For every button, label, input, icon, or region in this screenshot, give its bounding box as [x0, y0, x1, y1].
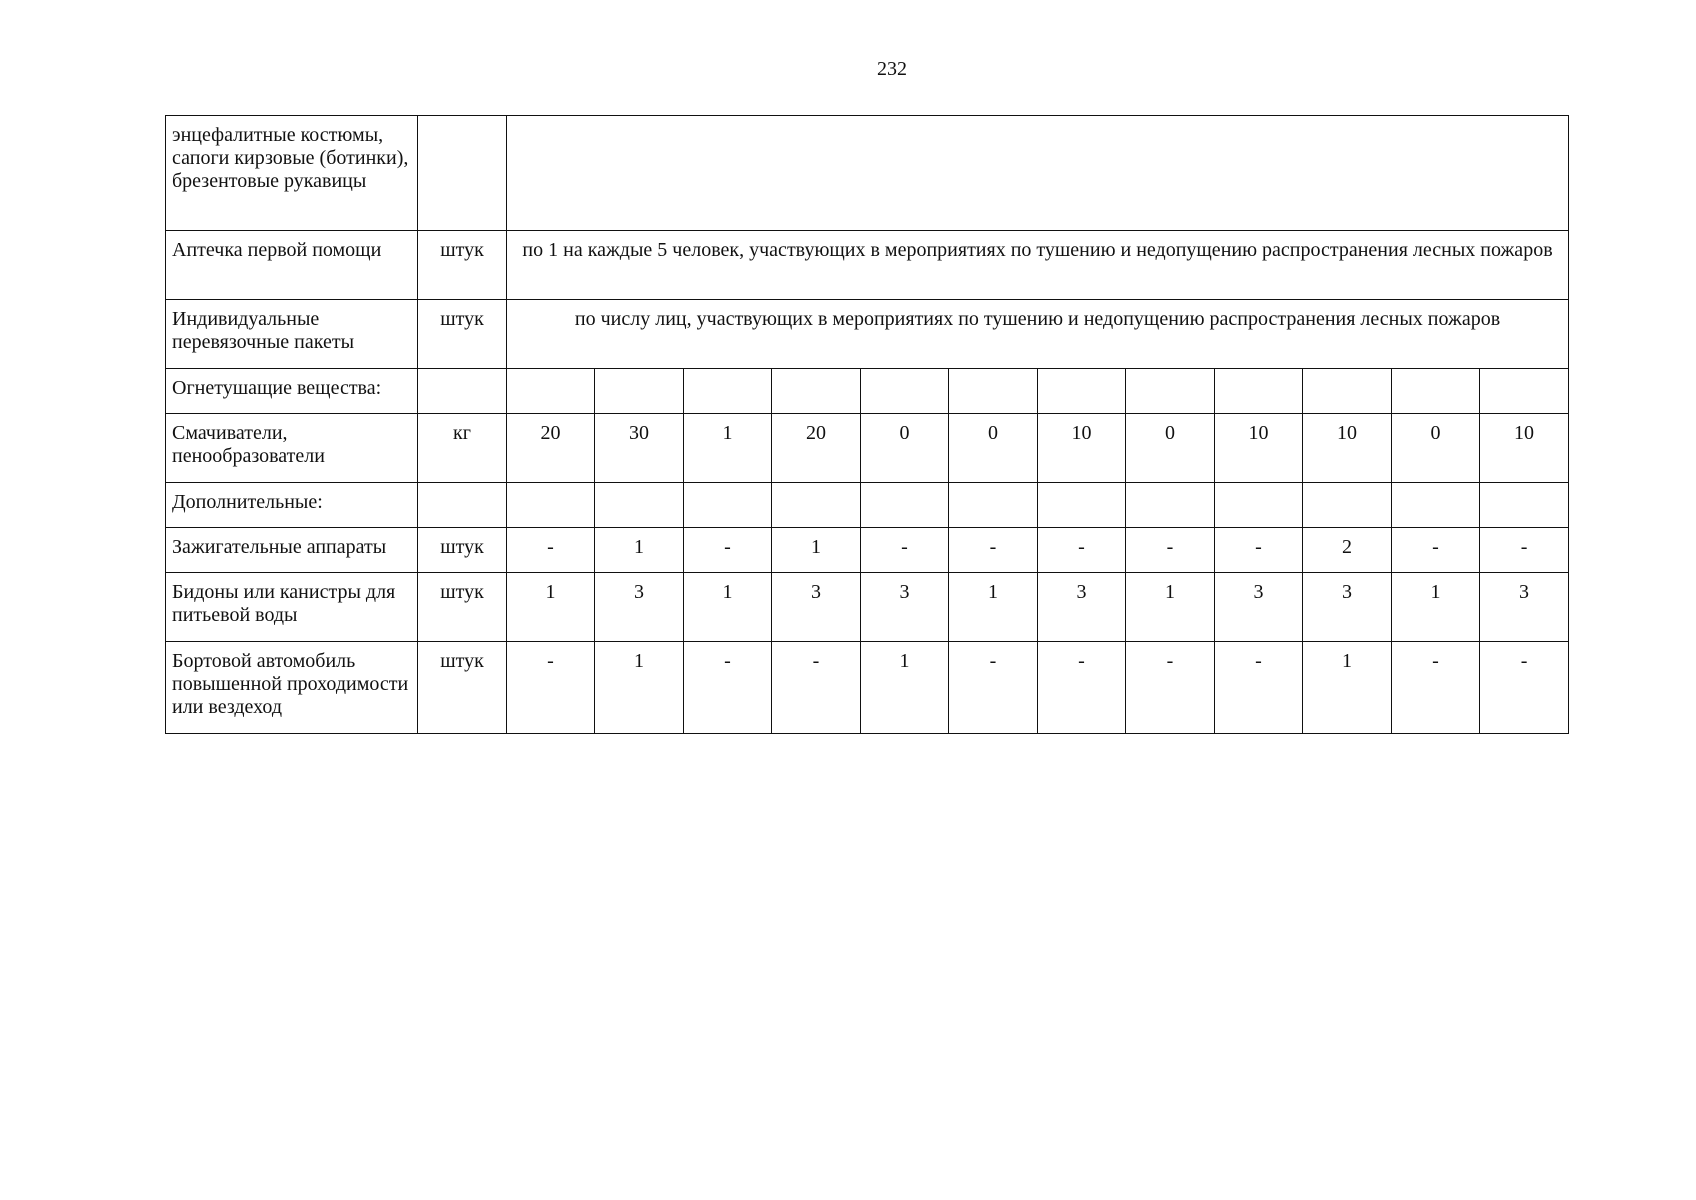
page-number: 232 — [877, 58, 907, 80]
table-row — [166, 573, 1569, 642]
value-cell — [861, 369, 949, 414]
value-cell: 10 — [1038, 414, 1126, 483]
value-cell: 1 — [772, 528, 861, 573]
value-cell — [684, 369, 772, 414]
row-unit-cell: штук — [418, 573, 507, 642]
value-cell — [1392, 369, 1480, 414]
value-cell — [684, 483, 772, 528]
table-row — [166, 231, 1569, 300]
value-cell: - — [1480, 642, 1569, 734]
row-name-cell: энцефалитные костюмы, сапоги кирзовые (ботинки), брезентовые рукавицы — [166, 116, 418, 231]
table-row — [166, 116, 1569, 231]
value-cell: 10 — [1303, 414, 1392, 483]
value-cell: 1 — [1392, 573, 1480, 642]
value-cell: - — [1215, 528, 1303, 573]
value-cell: - — [1126, 642, 1215, 734]
row-unit-cell: кг — [418, 414, 507, 483]
row-unit-cell — [418, 116, 507, 231]
value-cell: - — [949, 642, 1038, 734]
value-cell: 1 — [507, 573, 595, 642]
value-cell — [1126, 483, 1215, 528]
merged-value-cell: по 1 на каждые 5 человек, участвующих в мероприятиях по тушению и недопущению распространения лесных пожаров — [507, 231, 1569, 300]
value-cell: - — [684, 528, 772, 573]
value-cell: - — [684, 642, 772, 734]
row-name-cell: Бидоны или канистры для питьевой воды — [166, 573, 418, 642]
value-cell: 2 — [1303, 528, 1392, 573]
value-cell — [1215, 369, 1303, 414]
value-cell: 0 — [1126, 414, 1215, 483]
value-cell: 1 — [595, 642, 684, 734]
value-cell: 1 — [684, 573, 772, 642]
value-cell: 3 — [772, 573, 861, 642]
table-row — [166, 483, 1569, 528]
value-cell — [949, 369, 1038, 414]
value-cell — [595, 483, 684, 528]
value-cell: - — [1126, 528, 1215, 573]
value-cell — [1038, 483, 1126, 528]
value-cell — [1392, 483, 1480, 528]
row-name-cell: Смачиватели, пенообразователи — [166, 414, 418, 483]
value-cell — [949, 483, 1038, 528]
row-name-cell: Зажигательные аппараты — [166, 528, 418, 573]
table-row — [166, 642, 1569, 734]
value-cell — [861, 483, 949, 528]
value-cell — [772, 369, 861, 414]
merged-value-cell — [507, 116, 1569, 231]
merged-value-cell: по числу лиц, участвующих в мероприятиях по тушению и недопущению распространения лесных пожаров — [507, 300, 1569, 369]
value-cell: 0 — [1392, 414, 1480, 483]
value-cell: 3 — [861, 573, 949, 642]
table-row — [166, 414, 1569, 483]
value-cell: 0 — [949, 414, 1038, 483]
row-unit-cell: штук — [418, 300, 507, 369]
value-cell: - — [1038, 642, 1126, 734]
value-cell: 20 — [772, 414, 861, 483]
value-cell: 1 — [595, 528, 684, 573]
value-cell: 1 — [861, 642, 949, 734]
value-cell: - — [1392, 642, 1480, 734]
row-name-cell: Бортовой автомобиль повышенной проходимости или вездеход — [166, 642, 418, 734]
value-cell: 1 — [949, 573, 1038, 642]
value-cell — [1303, 369, 1392, 414]
value-cell: - — [507, 642, 595, 734]
value-cell — [1215, 483, 1303, 528]
value-cell: - — [949, 528, 1038, 573]
value-cell: 10 — [1480, 414, 1569, 483]
value-cell: 3 — [1038, 573, 1126, 642]
table-row — [166, 528, 1569, 573]
value-cell: - — [861, 528, 949, 573]
row-unit-cell — [418, 369, 507, 414]
row-name-cell: Индивидуальные перевязочные пакеты — [166, 300, 418, 369]
row-unit-cell — [418, 483, 507, 528]
value-cell: - — [1038, 528, 1126, 573]
value-cell — [507, 369, 595, 414]
value-cell — [772, 483, 861, 528]
value-cell: 1 — [1126, 573, 1215, 642]
row-name-cell: Огнетушащие вещества: — [166, 369, 418, 414]
value-cell: - — [1392, 528, 1480, 573]
value-cell — [1480, 369, 1569, 414]
value-cell — [1126, 369, 1215, 414]
value-cell: 3 — [1303, 573, 1392, 642]
value-cell: - — [1215, 642, 1303, 734]
table-row — [166, 369, 1569, 414]
value-cell — [1480, 483, 1569, 528]
value-cell: - — [772, 642, 861, 734]
row-name-cell: Дополнительные: — [166, 483, 418, 528]
value-cell: 10 — [1215, 414, 1303, 483]
value-cell — [1038, 369, 1126, 414]
value-cell — [507, 483, 595, 528]
value-cell — [1303, 483, 1392, 528]
value-cell: 1 — [684, 414, 772, 483]
value-cell: - — [507, 528, 595, 573]
row-name-cell: Аптечка первой помощи — [166, 231, 418, 300]
value-cell: 30 — [595, 414, 684, 483]
value-cell: 3 — [1480, 573, 1569, 642]
row-unit-cell: штук — [418, 231, 507, 300]
row-unit-cell: штук — [418, 528, 507, 573]
value-cell: 1 — [1303, 642, 1392, 734]
value-cell: 3 — [1215, 573, 1303, 642]
value-cell: 3 — [595, 573, 684, 642]
value-cell — [595, 369, 684, 414]
table-row — [166, 300, 1569, 369]
value-cell: 20 — [507, 414, 595, 483]
equipment-table — [165, 115, 1569, 734]
row-unit-cell: штук — [418, 642, 507, 734]
table-body — [166, 116, 1569, 734]
value-cell: 0 — [861, 414, 949, 483]
value-cell: - — [1480, 528, 1569, 573]
